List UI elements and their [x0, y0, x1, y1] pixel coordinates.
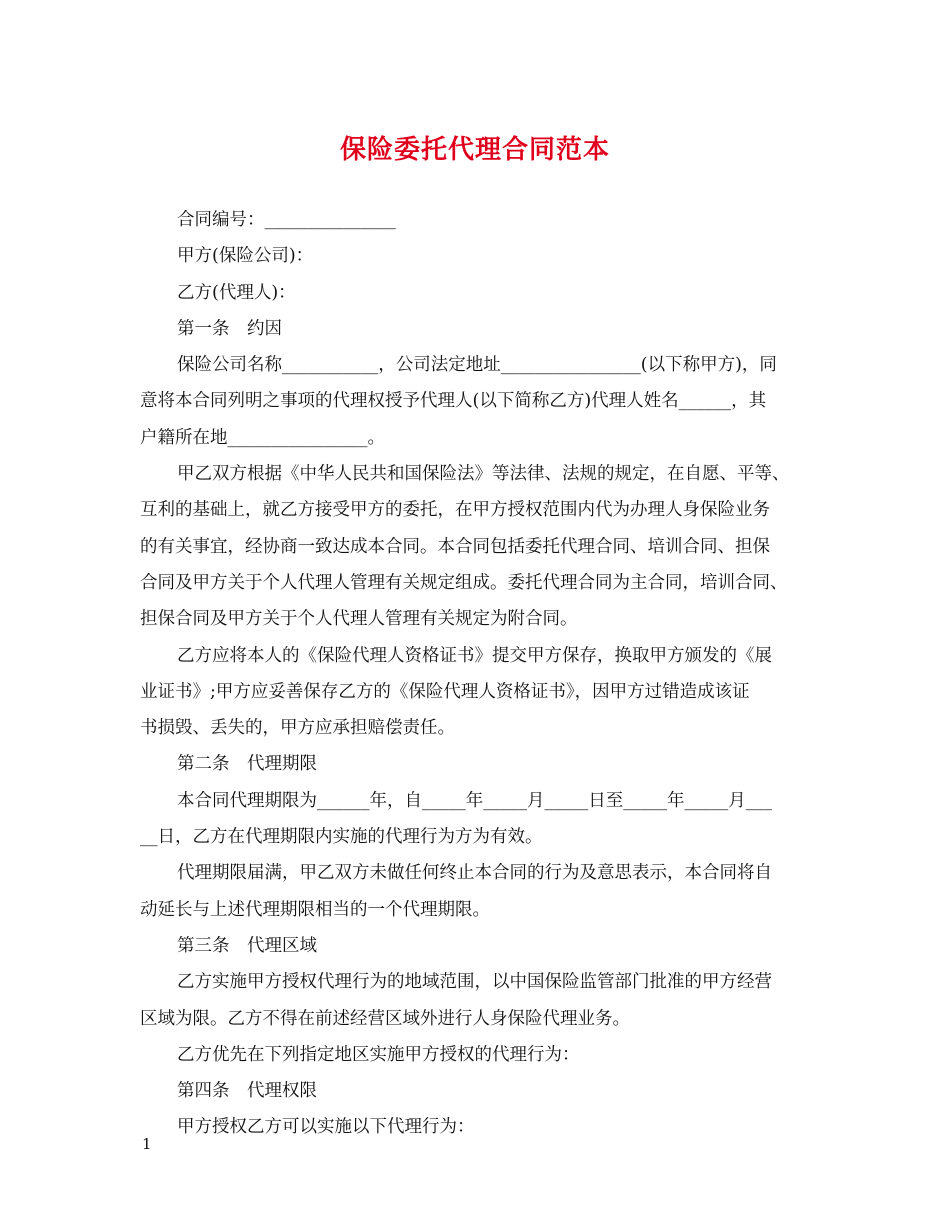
text-line: 担保合同及甲方关于个人代理人管理有关规定为附合同。	[140, 609, 578, 630]
text-line: 书损毁、丢失的，甲方应承担赔偿责任。	[140, 718, 455, 739]
text-line: 代理期限届满，甲乙双方未做任何终止本合同的行为及意思表示，本合同将自	[177, 863, 772, 884]
text-line: 本合同代理期限为______年，自_____年_____月_____日至_____年_____月___	[177, 790, 772, 811]
text-line: 意将本合同列明之事项的代理权授予代理人(以下简称乙方)代理人姓名______，其	[140, 391, 767, 412]
text-line: 的有关事宜，经协商一致达成本合同。本合同包括委托代理合同、培训合同、担保	[140, 536, 770, 557]
text-line: 业证书》;甲方应妥善保存乙方的《保险代理人资格证书》，因甲方过错造成该证	[140, 681, 750, 702]
text-line: 第四条 代理权限	[177, 1081, 317, 1102]
text-line: 第三条 代理区域	[177, 935, 317, 956]
text-line: 乙方实施甲方授权代理行为的地域范围，以中国保险监管部门批准的甲方经营	[177, 972, 772, 993]
text-line: 第一条 约因	[177, 318, 282, 339]
text-line: 互利的基础上，就乙方接受甲方的委托，在甲方授权范围内代为办理人身保险业务	[140, 500, 770, 521]
text-line: 甲方授权乙方可以实施以下代理行为：	[177, 1117, 475, 1138]
text-line: 户籍所在地________________。	[140, 427, 385, 448]
text-line: 动延长与上述代理期限相当的一个代理期限。	[140, 899, 490, 920]
text-line: 区域为限。乙方不得在前述经营区域外进行人身保险代理业务。	[140, 1008, 630, 1029]
text-line: 合同及甲方关于个人代理人管理有关规定组成。委托代理合同为主合同，培训合同、	[140, 572, 788, 593]
page-number: 1	[142, 1135, 152, 1153]
text-line: 第二条 代理期限	[177, 754, 317, 775]
text-line: 乙方应将本人的《保险代理人资格证书》提交甲方保存，换取甲方颁发的《展	[177, 645, 772, 666]
text-line: 甲方(保险公司)：	[177, 246, 314, 267]
text-line: __日，乙方在代理期限内实施的代理行为方为有效。	[140, 827, 543, 848]
document-body	[140, 202, 812, 1146]
text-line: 合同编号：_______________	[177, 210, 396, 230]
text-line: 乙方(代理人)：	[177, 282, 296, 303]
text-line: 乙方优先在下列指定地区实施甲方授权的代理行为：	[177, 1044, 580, 1065]
text-line: 保险公司名称___________，公司法定地址________________(以下称甲方)，同	[177, 355, 777, 376]
text-line: 甲乙双方根据《中华人民共和国保险法》等法律、法规的规定，在自愿、平等、	[177, 464, 790, 485]
document-title: 保险委托代理合同范本	[339, 135, 610, 165]
